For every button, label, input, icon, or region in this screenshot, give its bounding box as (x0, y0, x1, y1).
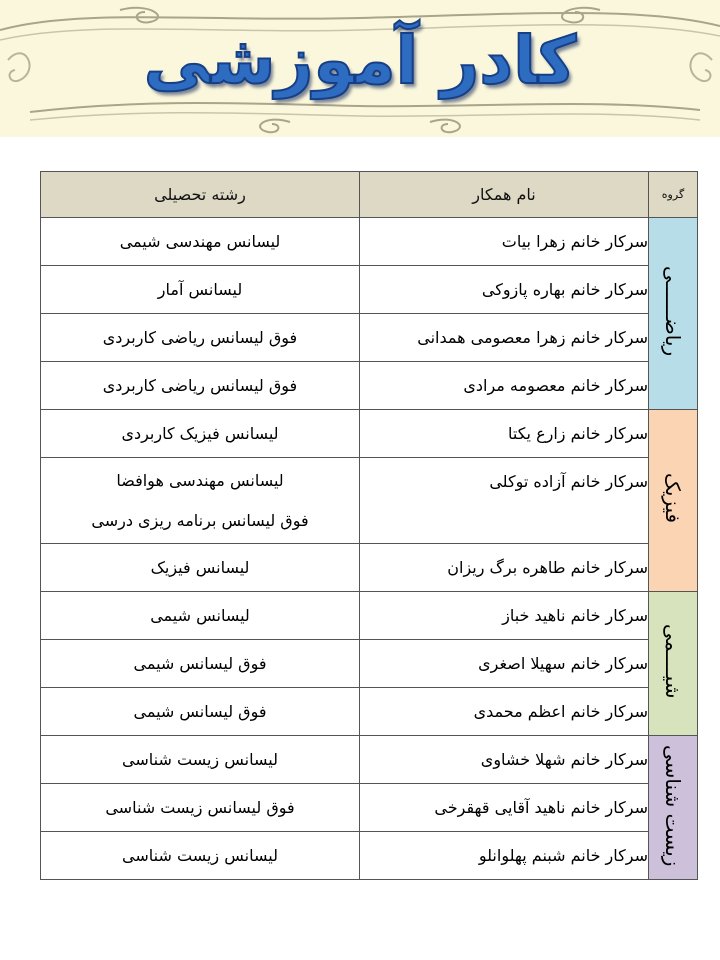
degree-field: فوق لیسانس ریاضی کاربردی (41, 314, 360, 362)
page-title: کادر آموزشی (143, 22, 577, 99)
colleague-name: سرکار خانم آزاده توکلی (360, 458, 649, 544)
group-label-chemistry: شیــــمی (661, 624, 685, 699)
group-label-math: ریاضــــــی (661, 266, 685, 357)
table-row (41, 458, 698, 544)
title-banner (0, 0, 720, 137)
table-row (41, 266, 698, 314)
table-row (41, 736, 698, 784)
table-row (41, 688, 698, 736)
colleague-name: سرکار خانم بهاره پازوکی (360, 266, 649, 314)
group-cell-chemistry (649, 592, 698, 736)
colleague-name: سرکار خانم اعظم محمدی (360, 688, 649, 736)
colleague-name: سرکار خانم ناهید خباز (360, 592, 649, 640)
table-row (41, 410, 698, 458)
field-header: رشته تحصیلی (41, 172, 360, 218)
colleague-name: سرکار خانم معصومه مرادی (360, 362, 649, 410)
degree-field-multi (41, 458, 360, 544)
degree-field: لیسانس شیمی (41, 592, 360, 640)
degree-field: فوق لیسانس شیمی (41, 640, 360, 688)
colleague-name: سرکار خانم زهرا معصومی همدانی (360, 314, 649, 362)
group-header: گروه (649, 172, 698, 218)
table-row (41, 592, 698, 640)
table-row (41, 544, 698, 592)
table-row (41, 218, 698, 266)
table-header-row (41, 172, 698, 218)
colleague-name: سرکار خانم سهیلا اصغری (360, 640, 649, 688)
table-row (41, 640, 698, 688)
table-row (41, 314, 698, 362)
table-row (41, 784, 698, 832)
colleague-name: سرکار خانم ناهید آقایی قهقرخی (360, 784, 649, 832)
degree-field: فوق لیسانس شیمی (41, 688, 360, 736)
degree-field: فوق لیسانس ریاضی کاربردی (41, 362, 360, 410)
colleague-name: سرکار خانم شبنم پهلوانلو (360, 832, 649, 880)
colleague-name: سرکار خانم طاهره برگ ریزان (360, 544, 649, 592)
table-row (41, 832, 698, 880)
degree-field-second: فوق لیسانس برنامه ریزی درسی (91, 510, 309, 530)
staff-table (40, 171, 698, 880)
degree-field: لیسانس زیست شناسی (41, 832, 360, 880)
degree-field: لیسانس آمار (41, 266, 360, 314)
degree-field: لیسانس فیزیک کاربردی (41, 410, 360, 458)
colleague-name: سرکار خانم زارع یکتا (360, 410, 649, 458)
group-cell-math (649, 218, 698, 410)
colleague-name: سرکار خانم زهرا بیات (360, 218, 649, 266)
degree-field: لیسانس مهندسی شیمی (41, 218, 360, 266)
colleague-name: سرکار خانم شهلا خشاوی (360, 736, 649, 784)
degree-field: لیسانس فیزیک (41, 544, 360, 592)
name-header: نام همکار (360, 172, 649, 218)
group-cell-physics (649, 410, 698, 592)
group-label-physics: فیزیک (661, 473, 685, 524)
degree-field: فوق لیسانس زیست شناسی (41, 784, 360, 832)
degree-field: لیسانس مهندسی هوافضا (116, 470, 284, 490)
table-row (41, 362, 698, 410)
group-label-biology: زیست شناسی (661, 744, 685, 867)
group-cell-biology (649, 736, 698, 880)
degree-field: لیسانس زیست شناسی (41, 736, 360, 784)
